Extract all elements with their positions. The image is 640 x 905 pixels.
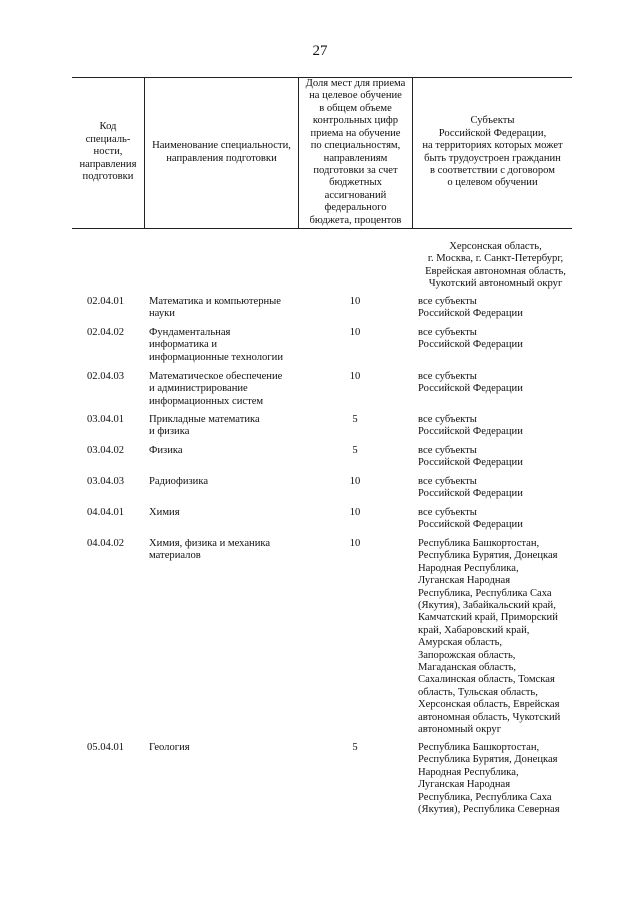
row-code: 02.04.01 — [87, 296, 125, 307]
header-name: Наименование специальности, направления подготовки — [152, 140, 291, 164]
row-share: 10 — [349, 371, 361, 382]
row-name: Физика — [149, 445, 183, 456]
subjects-continuation: Херсонская область, г. Москва, г. Санкт-Петербург, Еврейская автономная область, Чукотский автономный округ — [425, 241, 566, 290]
row-code: 03.04.01 — [87, 414, 125, 425]
row-name: Химия, физика и механика материалов — [149, 538, 271, 562]
row-share: 10 — [349, 327, 361, 338]
row-subjects: все субъекты Российской Федерации — [418, 476, 523, 500]
row-code: 04.04.01 — [87, 507, 125, 518]
row-share: 10 — [349, 476, 361, 487]
row-subjects: все субъекты Российской Федерации — [418, 296, 523, 320]
row-share: 5 — [352, 742, 358, 753]
row-code: 02.04.03 — [87, 371, 125, 382]
row-name: Радиофизика — [149, 476, 209, 487]
header-subjects: Субъекты Российской Федерации, на территориях которых может быть трудоустроен гражданин в соответствии с договором о целевом обучении — [422, 115, 563, 189]
row-share: 5 — [352, 445, 358, 456]
row-subjects: все субъекты Российской Федерации — [418, 371, 523, 395]
row-name: Математическое обеспечение и администрирование информационных систем — [149, 371, 283, 407]
row-name: Математика и компьютерные науки — [149, 296, 281, 320]
page-number: 27 — [312, 43, 328, 59]
row-share: 10 — [349, 296, 361, 307]
row-name: Химия — [149, 507, 180, 518]
row-subjects: Республика Башкортостан, Республика Бурятия, Донецкая Народная Республика, Луганская Народная Республика, Республика Саха (Якутия), Республика Северная — [418, 742, 560, 816]
row-name: Прикладные математика и физика — [149, 414, 260, 438]
row-share: 5 — [352, 414, 358, 425]
row-name: Фундаментальная информатика и информационные технологии — [149, 327, 283, 363]
header-share: Доля мест для приема на целевое обучение в общем объеме контрольных цифр приема на обучение по специальностям, направлениям подготовки за счет бюджетных ассигнований федерального бюджета, процентов — [305, 78, 406, 226]
row-share: 10 — [349, 538, 361, 549]
row-code: 02.04.02 — [87, 327, 125, 338]
row-code: 03.04.03 — [87, 476, 125, 487]
header-bottom-border — [72, 228, 572, 229]
row-subjects: Республика Башкортостан, Республика Бурятия, Донецкая Народная Республика, Луганская Народная Республика, Республика Саха (Якутия), Забайкальский край, Камчатский край, Приморский край, Хабаровский край, Амурская область, Запорожская область, Магаданская область, Сахалинская область, Томская область, Тульская область, Херсонская область, Еврейская автономная область, Чукотский автономный округ — [418, 538, 561, 736]
row-share: 10 — [349, 507, 361, 518]
row-name: Геология — [149, 742, 190, 753]
row-code: 04.04.02 — [87, 538, 125, 549]
row-subjects: все субъекты Российской Федерации — [418, 507, 523, 531]
row-subjects: все субъекты Российской Федерации — [418, 445, 523, 469]
row-code: 03.04.02 — [87, 445, 125, 456]
row-code: 05.04.01 — [87, 742, 125, 753]
row-subjects: все субъекты Российской Федерации — [418, 414, 523, 438]
row-subjects: все субъекты Российской Федерации — [418, 327, 523, 351]
header-code: Код специаль- ности, направления подготовки — [79, 121, 137, 183]
